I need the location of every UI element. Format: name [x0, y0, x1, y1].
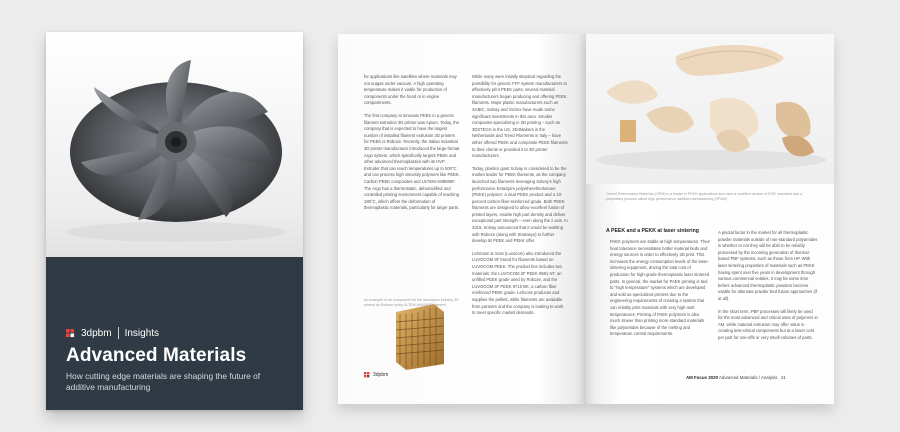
- footer-brand: 3dpbm: [373, 372, 389, 378]
- right-page: [586, 34, 834, 404]
- section-heading: A PEEK and a PEKK at laser sintering: [606, 228, 699, 234]
- brand-row: [66, 327, 159, 339]
- brand-name: 3dpbm: [81, 327, 112, 339]
- 3dpbm-logo-icon: [364, 372, 370, 378]
- impeller-photo: [46, 32, 303, 257]
- impeller-illustration: [46, 32, 303, 257]
- paragraph: While many were initially skeptical regarding the possibility for generic FFF system manufacturers to effectively print PEEK parts, several material manufacturers began producing and offering PEEK filaments. Major plastic manufacturers such as SABIC, Solvay and Victrex have made some significant investments in this area. Smaller companies specializing in 3D printing – such as 3DXTECH in the US, 3D4Makers in the Netherlands and Treed Filaments in Italy – have either offered PEEK and composite PEEK filaments to their clients or provided it to 3D printer manufacturers.: [472, 74, 568, 159]
- brand-section: Insights: [124, 327, 160, 339]
- peek-parts-photo: [586, 34, 834, 184]
- paragraph: PAEK polymers are stable at high temperatures. Their heat tolerance necessitates hotter material beds and energy sources in order to effectively 3D print. This increases the energy consumption levels of the laser-sintering equipment, driving the total cost of production for high-grade thermoplastic laser sintered parts. In general, the market for PAEK printing is tied to "high temperature" systems which are developed and sold as specialized printers due to the engineering requirements of creating a system that can reliably print materials with very high melt temperatures. Printing of PAEK polymers is also much slower than printing more standard materials like polyamides because of the melting and temperature control requirements.: [610, 239, 710, 337]
- paragraph: A pivotal factor in the market for all thermoplastic powder materials outside of non-standard polyamides is whether or not they will be able to be reliably processed by the incoming generation of thermal-based PBF systems, such as those from HP. With laser sintering properties of materials such as PEKK having spent over five years in development through various commercial entities, it may be some time before advanced thermoplastic powders become usable for alternate powder bed fusion approaches (if at all).: [718, 230, 818, 301]
- paragraph: Today, plastics giant Solvay is considered to be the market leader for PEEK filaments, as the company launched two filaments leveraging Solvay's high performance KetaSpire polyetheretherketone (PEEK) polymer: a neat PEEK product and a 10-percent carbon-fiber-reinforced grade. Both PEEK filaments are designed to allow excellent fusion of printed layers, enable high part density and deliver exceptional part strength – even along the z axis. In 2019, Solvay announced that it would be working with Roboze (along with Stratasys) to further develop its PEEK and PEKK offer.: [472, 165, 568, 244]
- paragraph: In the short term, PBF processes will likely be used for the most advanced and critical uses of polymers in AM, while material extrusion may offer value in creating less-critical components but at a lower cost per part for one-offs or very small volumes of parts.: [718, 308, 818, 340]
- right-footer: [686, 375, 786, 380]
- paragraph: for applications like satellites where materials may not outgas under vacuum. A high operating temperature makes it viable for production of components under the hood or in engine compartments.: [364, 74, 457, 106]
- cover-title: Advanced Materials: [66, 345, 247, 366]
- footer-section: Advanced Materials / Analysis: [718, 375, 778, 380]
- page-number: 21: [780, 375, 786, 380]
- left-page: [338, 34, 586, 404]
- right-page-column-1: [610, 239, 710, 369]
- 3dpbm-logo-icon: [66, 329, 75, 338]
- report-cover: [46, 32, 303, 410]
- paragraph: Lehmann & Voss (Luvocom) also introduced the LUVOCOM 3F brand for filaments based on LUVOCOM PEEK. The product line includes two materials: the LUVOCOM 3F PEEK 9581 NT, an unfilled PEEK grade used by Roboze, and the LUVOCOM 3F PEEK 9710 BK, a carbon fiber reinforced PEEK grade. Lehvoss produces and supplies the pellets, while filaments are available from partners and the company is looking to work to meet specific market demands.: [472, 250, 564, 316]
- paragraph: The first company to innovate PEEK in a generic filament extrusion 3D printer was Apium. Today, the company that is expected to have the largest number of installed filament extrusion 3D printers for PEEK is Roboze. Recently, the Italian industrial 3D printer manufacturer introduced the large format Argo system, which specifically targets PEEK and other advanced thermoplastics with its HVP Extruder that can reach temperatures up to 500°C and can process high viscosity polymers like PEEK, Carbon PEEK composites and ULTEM AM9085F. The Argo has a thermostatic, dehumidified and controlled printing environment capable of reaching 180°C, which offers the deformation of thermoplastic materials, particularly for larger parts.: [364, 112, 460, 211]
- left-image-caption: An example of an component for the aerospace industry 3D printed by Roboze using ULTEM AM9085F filament: [364, 298, 459, 307]
- lattice-part-photo: [390, 302, 446, 370]
- magazine-spread: [338, 34, 834, 404]
- peek-parts-illustration: [586, 34, 834, 184]
- left-page-column-2: [472, 74, 568, 374]
- right-page-column-2: [718, 230, 818, 370]
- footer-publication: AM Focus 2020: [686, 375, 718, 380]
- left-page-column-1: [364, 74, 460, 284]
- left-footer-logo: [364, 372, 388, 378]
- brand-divider: [118, 327, 119, 339]
- cover-title-band: [46, 257, 303, 410]
- right-image-caption: Oxford Performance Materials (OPM) is a leader in PEKK applications and uses a modified version of EOS machines and a proprietary process called high performance additive manufacturing (HPAM): [606, 192, 803, 201]
- cover-subtitle: How cutting edge materials are shaping the future of additive manufacturing: [66, 371, 261, 392]
